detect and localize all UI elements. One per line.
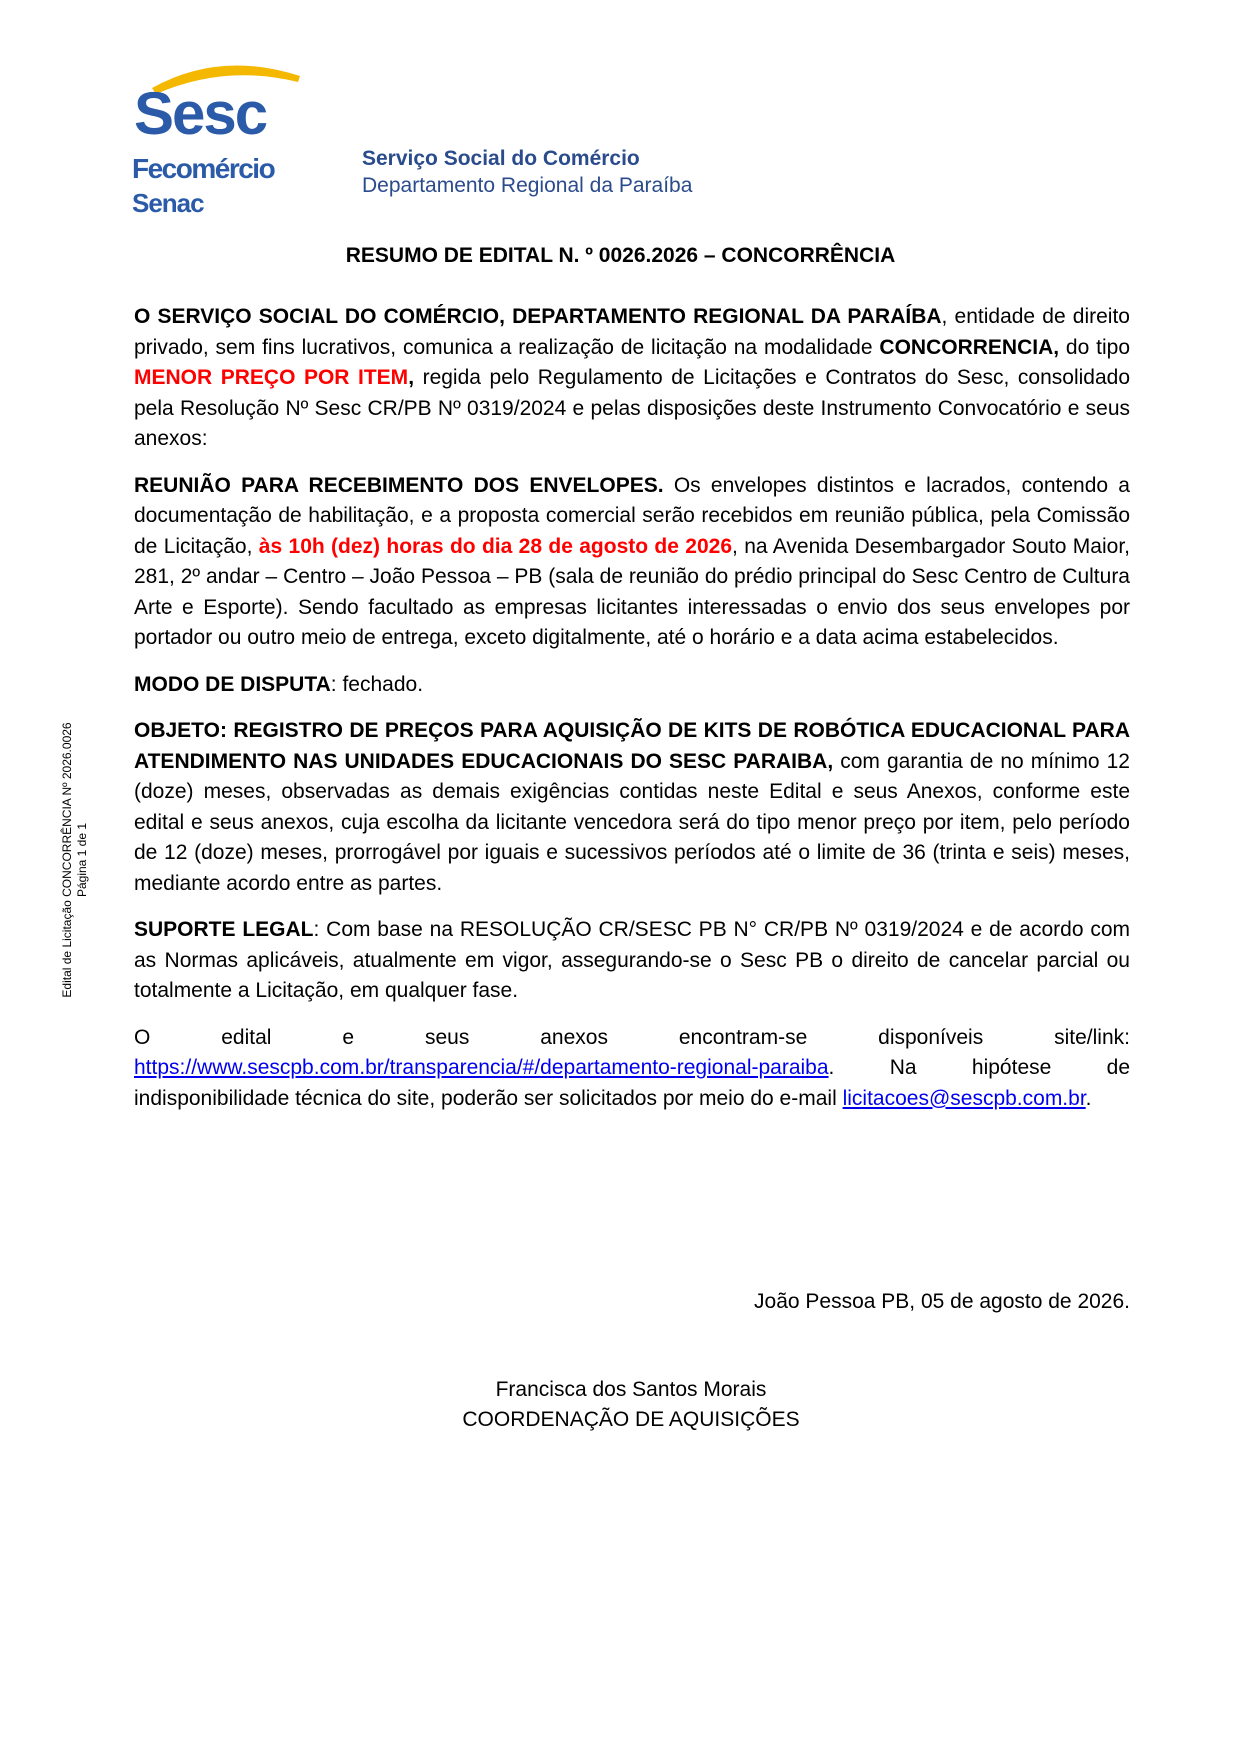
logo-senac-word: Senac xyxy=(132,188,204,218)
place-date-line: João Pessoa PB, 05 de agosto de 2026. xyxy=(754,1290,1130,1313)
side-note-page: Página 1 de 1 xyxy=(75,822,89,898)
object-text: com garantia de no mínimo 12 (doze) meses, observadas as demais exigências contidas neste Edital e seus Anexos, conforme este edital e seus anexos, cuja escolha da licitante vencedora será do tipo menor preço por item, pelo período de 12 (doze) meses, prorrogável por iguais e sucessivos períodos até o limite de 36 (trinta e seis) meses, mediante acordo entre as partes. xyxy=(134,749,1130,895)
availability-end: . xyxy=(1085,1086,1092,1110)
entity-name: O SERVIÇO SOCIAL DO COMÉRCIO, DEPARTAMENTO REGIONAL DA PARAÍBA xyxy=(134,305,942,328)
paragraph-legal-support xyxy=(134,915,1130,1007)
legal-text: : Com base na RESOLUÇÃO CR/SESC PB N° CR/PB Nº 0319/2024 e de acordo com as Normas aplicáveis, atualmente em vigor, assegurando-se o Sesc PB o direito de cancelar parcial ou totalmente a Licitação, em qualquer fase. xyxy=(134,918,1130,1002)
intro-text-2: do tipo xyxy=(1059,335,1130,359)
envelopes-text: Os envelopes distintos e lacrados, contendo a documentação de habilitação, e a proposta comercial serão recebidos em reunião pública, pela Comissão de Licitação, xyxy=(134,473,1130,558)
edital-link[interactable]: https://www.sescpb.com.br/transparencia/#/departamento-regional-paraiba xyxy=(134,1056,829,1079)
paragraph-envelopes xyxy=(134,471,1130,654)
dispute-text: : fechado. xyxy=(330,672,424,696)
intro-text: , entidade de direito privado, sem fins lucrativos, comunica a realização de licitação na modalidade xyxy=(134,305,1130,359)
envelopes-heading: REUNIÃO PARA RECEBIMENTO DOS ENVELOPES. xyxy=(134,473,664,497)
document-title: RESUMO DE EDITAL N. º 0026.2026 – CONCORRÊNCIA xyxy=(345,244,896,267)
vertical-side-note xyxy=(60,690,90,1030)
meeting-datetime: às 10h (dez) horas do dia 28 de agosto de 2026 xyxy=(258,534,733,558)
logo-fecomercio-word: Fecomércio xyxy=(132,153,275,184)
modality: CONCORRENCIA, xyxy=(879,335,1060,359)
legal-heading: SUPORTE LEGAL xyxy=(134,918,314,941)
sesc-fecomercio-senac-logo xyxy=(130,58,310,233)
logo-sesc-word: Sesc xyxy=(134,80,267,147)
dispute-heading: MODO DE DISPUTA xyxy=(134,672,331,696)
availability-text: . Na hipótese de indisponibilidade técnica do site, poderão ser solicitados por meio do e-mail xyxy=(134,1056,1130,1110)
envelopes-text-2: , na Avenida Desembargador Souto Maior, 281, 2º andar – Centro – João Pessoa – PB (sala de reunião do prédio principal do Sesc Centro de Cultura Arte e Esporte). Sendo facultado as empresas licitantes interessadas o envio dos seus envelopes por portador ou outro meio de entrega, exceto digitalmente, até o horário e a data acima estabelecidos. xyxy=(134,534,1130,649)
paragraph-object xyxy=(134,716,1130,899)
availability-line-1: O edital e seus anexos encontram-se disponíveis site/link: xyxy=(134,1025,1130,1049)
contact-email-link[interactable]: licitacoes@sescpb.com.br xyxy=(842,1086,1086,1110)
paragraph-availability xyxy=(134,1023,1130,1115)
intro-text-3: regida pelo Regulamento de Licitações e Contratos do Sesc, consolidado pela Resolução Nº Sesc CR/PB Nº 0319/2024 e pelas disposições deste Instrumento Convocatório e seus anexos: xyxy=(134,366,1130,450)
side-note-doc-ref: Edital de Licitação CONCORRÊNCIA Nº 2026.0026 xyxy=(60,722,74,998)
org-name: Serviço Social do Comércio xyxy=(362,147,640,170)
signatory-name: Francisca dos Santos Morais xyxy=(495,1378,767,1401)
signature-block xyxy=(0,1375,1241,1435)
bid-type: MENOR PREÇO POR ITEM xyxy=(134,366,409,389)
object-heading: OBJETO: REGISTRO DE PREÇOS PARA AQUISIÇÃO DE KITS DE ROBÓTICA EDUCACIONAL PARA ATENDIMENTO NAS UNIDADES EDUCACIONAIS DO SESC PARAIBA, xyxy=(134,719,1130,773)
org-department: Departamento Regional da Paraíba xyxy=(362,174,693,197)
organization-header xyxy=(362,145,692,199)
paragraph-dispute-mode xyxy=(134,670,1130,701)
document-body xyxy=(134,302,1130,1114)
paragraph-intro xyxy=(134,302,1130,455)
bid-type-comma: , xyxy=(408,366,415,389)
signatory-role: COORDENAÇÃO DE AQUISIÇÕES xyxy=(462,1408,800,1431)
